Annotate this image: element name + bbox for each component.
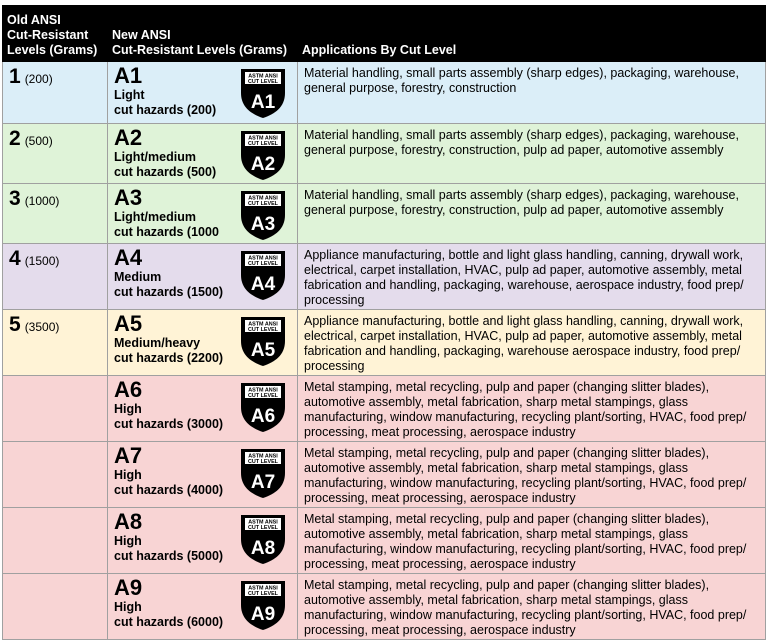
new-level-cell bbox=[108, 184, 298, 244]
svg-text:ASTM ANSI: ASTM ANSI bbox=[248, 135, 278, 142]
cut-level-code: A7 bbox=[114, 443, 143, 468]
old-level-grams: (200) bbox=[24, 72, 53, 86]
old-level-cell bbox=[3, 244, 108, 310]
table-row bbox=[3, 184, 766, 244]
new-level-cell bbox=[108, 508, 298, 574]
header-old-levels: Old ANSI Cut-Resistant Levels (Grams) bbox=[3, 6, 108, 62]
old-level-cell bbox=[3, 124, 108, 184]
svg-text:ASTM ANSI: ASTM ANSI bbox=[248, 519, 278, 526]
cut-level-rating: High bbox=[114, 402, 142, 416]
astm-ansi-cut-level-badge-icon bbox=[239, 447, 287, 499]
cut-level-grams: cut hazards (3000) bbox=[114, 417, 224, 431]
applications-cell: Material handling, small parts assembly (sharp edges), packaging, warehouse, general purpose, forestry, construction bbox=[298, 62, 766, 124]
old-level-grams: (1500) bbox=[24, 254, 60, 268]
table-row bbox=[3, 442, 766, 508]
cut-level-grams: cut hazards (6000) bbox=[114, 615, 224, 629]
applications-cell: Metal stamping, metal recycling, pulp and paper (changing slitter blades), automotive assembly, metal fabrication, sharp metal stampings, glass manufacturing, window manufacturing, recycling plant/sorting, HVAC, food prep/ processing, meat processing, aerospace industry bbox=[298, 376, 766, 442]
old-level-number: 3 bbox=[9, 187, 21, 210]
applications-cell: Appliance manufacturing, bottle and light glass handling, canning, drywall work, electrical, carpet installation, HVAC, pulp ad paper, automotive assembly, metal fabrication and handling, packaging, warehouse, aerospace industry, food prep/ processing bbox=[298, 244, 766, 310]
new-level-cell bbox=[108, 244, 298, 310]
old-level-cell bbox=[3, 376, 108, 442]
svg-text:ASTM ANSI: ASTM ANSI bbox=[248, 73, 278, 80]
svg-text:ASTM ANSI: ASTM ANSI bbox=[248, 321, 278, 328]
applications-cell: Metal stamping, metal recycling, pulp and paper (changing slitter blades), automotive assembly, metal fabrication, sharp metal stampings, glass manufacturing, window manufacturing, recycling plant/sorting, HVAC, food prep/ processing, meat processing, aerospace industry bbox=[298, 508, 766, 574]
cut-level-grams: cut hazards (4000) bbox=[114, 483, 224, 497]
cut-level-rating: High bbox=[114, 468, 142, 482]
new-level-cell bbox=[108, 574, 298, 640]
old-level-number: 5 bbox=[9, 313, 21, 336]
svg-text:CUT LEVEL: CUT LEVEL bbox=[248, 327, 278, 333]
old-level-number: 4 bbox=[9, 247, 21, 270]
table-row bbox=[3, 244, 766, 310]
new-level-cell bbox=[108, 310, 298, 376]
cut-level-code: A4 bbox=[114, 245, 143, 270]
astm-ansi-cut-level-badge-icon bbox=[239, 189, 287, 241]
old-level-cell bbox=[3, 442, 108, 508]
old-level-grams: (500) bbox=[24, 134, 53, 148]
cut-level-table bbox=[2, 5, 766, 640]
table-row bbox=[3, 508, 766, 574]
svg-text:A2: A2 bbox=[250, 154, 276, 175]
svg-text:CUT LEVEL: CUT LEVEL bbox=[248, 393, 278, 399]
svg-text:CUT LEVEL: CUT LEVEL bbox=[248, 201, 278, 207]
new-level-cell bbox=[108, 62, 298, 124]
applications-cell: Metal stamping, metal recycling, pulp and paper (changing slitter blades), automotive assembly, metal fabrication, sharp metal stampings, glass manufacturing, window manufacturing, recycling plant/sorting, HVAC, food prep/ processing, meat processing, aerospace industry bbox=[298, 574, 766, 640]
new-level-cell bbox=[108, 442, 298, 508]
old-level-number: 1 bbox=[9, 65, 21, 88]
old-level-cell bbox=[3, 508, 108, 574]
svg-text:CUT LEVEL: CUT LEVEL bbox=[248, 79, 278, 85]
old-level-grams: (3500) bbox=[24, 320, 60, 334]
svg-text:CUT LEVEL: CUT LEVEL bbox=[248, 141, 278, 147]
old-level-cell bbox=[3, 574, 108, 640]
cut-level-grams: cut hazards (1500) bbox=[114, 285, 224, 299]
table-row bbox=[3, 124, 766, 184]
applications-cell: Appliance manufacturing, bottle and light glass handling, canning, drywall work, electrical, carpet installation, HVAC, pulp ad paper, automotive assembly, metal fabrication and handling, packaging, warehouse aerospace industry, food prep/ processing bbox=[298, 310, 766, 376]
cut-level-rating: Light/medium bbox=[114, 210, 196, 224]
svg-text:CUT LEVEL: CUT LEVEL bbox=[248, 261, 278, 267]
cut-level-rating: Medium/heavy bbox=[114, 336, 201, 350]
svg-text:ASTM ANSI: ASTM ANSI bbox=[248, 585, 278, 592]
cut-level-rating: High bbox=[114, 600, 142, 614]
applications-cell: Material handling, small parts assembly (sharp edges), packaging, warehouse, general purpose, forestry, construction, pulp ad paper, automotive assembly bbox=[298, 184, 766, 244]
svg-text:A3: A3 bbox=[250, 214, 276, 235]
new-level-cell bbox=[108, 376, 298, 442]
cut-level-code: A9 bbox=[114, 575, 143, 600]
old-level-cell bbox=[3, 62, 108, 124]
header-new-levels: New ANSI Cut-Resistant Levels (Grams) bbox=[108, 6, 298, 62]
svg-text:CUT LEVEL: CUT LEVEL bbox=[248, 459, 278, 465]
table-body bbox=[3, 62, 766, 640]
table-row bbox=[3, 310, 766, 376]
cut-level-code: A8 bbox=[114, 509, 143, 534]
new-level-cell bbox=[108, 124, 298, 184]
svg-text:CUT LEVEL: CUT LEVEL bbox=[248, 525, 278, 531]
cut-level-rating: Medium bbox=[114, 270, 162, 284]
cut-level-table-container bbox=[2, 5, 766, 640]
cut-level-code: A6 bbox=[114, 377, 143, 402]
old-level-grams: (1000) bbox=[24, 194, 60, 208]
svg-text:ASTM ANSI: ASTM ANSI bbox=[248, 255, 278, 262]
table-row bbox=[3, 376, 766, 442]
svg-text:ASTM ANSI: ASTM ANSI bbox=[248, 195, 278, 202]
table-row bbox=[3, 62, 766, 124]
svg-text:A8: A8 bbox=[250, 538, 276, 559]
cut-level-grams: cut hazards (1000 bbox=[114, 225, 219, 239]
astm-ansi-cut-level-badge-icon bbox=[239, 249, 287, 301]
svg-text:A5: A5 bbox=[250, 340, 276, 361]
svg-text:A6: A6 bbox=[250, 406, 276, 427]
cut-level-code: A1 bbox=[114, 63, 143, 88]
astm-ansi-cut-level-badge-icon bbox=[239, 579, 287, 631]
old-level-number: 2 bbox=[9, 127, 21, 150]
cut-level-rating: Light/medium bbox=[114, 150, 196, 164]
applications-cell: Metal stamping, metal recycling, pulp and paper (changing slitter blades), automotive assembly, metal fabrication, sharp metal stampings, glass manufacturing, window manufacturing, recycling plant/sorting, HVAC, food prep/ processing, meat processing, aerospace industry bbox=[298, 442, 766, 508]
applications-cell: Material handling, small parts assembly (sharp edges), packaging, warehouse, general purpose, forestry, construction, pulp ad paper, automotive assembly bbox=[298, 124, 766, 184]
cut-level-code: A2 bbox=[114, 125, 143, 150]
cut-level-code: A3 bbox=[114, 185, 143, 210]
svg-text:A9: A9 bbox=[250, 604, 276, 625]
astm-ansi-cut-level-badge-icon bbox=[239, 315, 287, 367]
cut-level-code: A5 bbox=[114, 311, 143, 336]
astm-ansi-cut-level-badge-icon bbox=[239, 381, 287, 433]
svg-text:CUT LEVEL: CUT LEVEL bbox=[248, 591, 278, 597]
cut-level-rating: High bbox=[114, 534, 142, 548]
old-level-cell bbox=[3, 184, 108, 244]
table-header-row bbox=[3, 6, 766, 62]
svg-text:ASTM ANSI: ASTM ANSI bbox=[248, 453, 278, 460]
table-row bbox=[3, 574, 766, 640]
astm-ansi-cut-level-badge-icon bbox=[239, 513, 287, 565]
cut-level-grams: cut hazards (2200) bbox=[114, 351, 224, 365]
astm-ansi-cut-level-badge-icon bbox=[239, 67, 287, 119]
cut-level-rating: Light bbox=[114, 88, 145, 102]
cut-level-grams: cut hazards (200) bbox=[114, 103, 217, 117]
svg-text:A7: A7 bbox=[250, 472, 276, 493]
cut-level-grams: cut hazards (500) bbox=[114, 165, 217, 179]
svg-text:A1: A1 bbox=[250, 92, 276, 113]
old-level-cell bbox=[3, 310, 108, 376]
header-applications: Applications By Cut Level bbox=[298, 6, 766, 62]
svg-text:A4: A4 bbox=[250, 274, 276, 295]
svg-text:ASTM ANSI: ASTM ANSI bbox=[248, 387, 278, 394]
cut-level-grams: cut hazards (5000) bbox=[114, 549, 224, 563]
astm-ansi-cut-level-badge-icon bbox=[239, 129, 287, 181]
